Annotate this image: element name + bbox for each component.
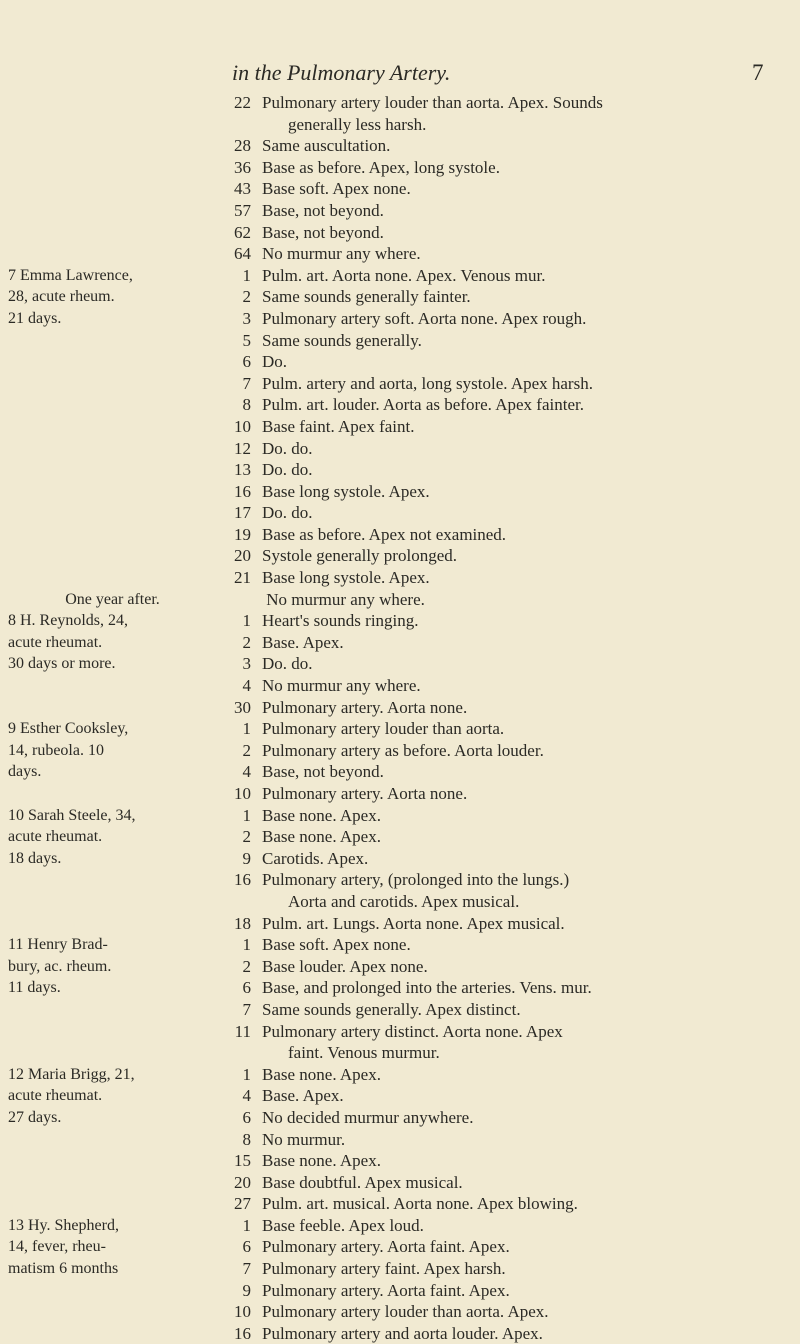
entry-row <box>0 999 800 1021</box>
day-number: 11 <box>234 1021 251 1041</box>
entry-note: Pulmonary artery, (prolonged into the lungs.) <box>262 870 570 890</box>
day-number: 43 <box>234 179 251 199</box>
entry-note: Systole generally prolonged. <box>262 546 457 566</box>
day-number: 9 <box>242 1280 251 1300</box>
entry-row <box>0 1172 800 1194</box>
entry-row <box>0 1193 800 1215</box>
patient-description <box>8 265 233 330</box>
day-number: 22 <box>234 93 251 112</box>
entry-note-continued: Aorta and carotids. Apex musical. <box>288 891 520 911</box>
day-number: 1 <box>242 805 251 825</box>
entry-note: Do. do. <box>262 503 313 523</box>
patient-description <box>8 1215 233 1280</box>
entry-note: Pulmonary artery as before. Aorta louder. <box>262 740 544 760</box>
day-number: 16 <box>234 870 251 890</box>
entry-row <box>0 459 800 481</box>
entry-note: Pulmonary artery louder than aorta. <box>262 719 505 739</box>
case-block <box>0 934 800 1064</box>
day-number: 4 <box>242 1086 251 1106</box>
entry-row <box>0 157 800 179</box>
entry-row <box>0 545 800 567</box>
entry-note: Base, not beyond. <box>262 762 384 782</box>
entry-note: Pulmonary artery louder than aorta. Apex. Sounds <box>262 93 603 112</box>
entry-row <box>0 330 800 352</box>
entry-note: Pulm. art. Aorta none. Apex. Venous mur. <box>262 265 546 285</box>
patient-line: 21 days. <box>8 309 62 327</box>
entry-note: Same auscultation. <box>262 136 391 156</box>
day-number: 17 <box>234 503 251 523</box>
day-number: 6 <box>242 352 251 372</box>
entry-row <box>0 351 800 373</box>
day-number: 62 <box>234 222 251 242</box>
entry-note: Do. do. <box>262 654 313 674</box>
entry-row <box>0 783 800 805</box>
patient-description <box>8 1064 233 1129</box>
entry-note: Base soft. Apex none. <box>262 179 411 199</box>
entry-row <box>0 1150 800 1172</box>
day-number: 36 <box>234 157 251 177</box>
entry-note: Base as before. Apex, long systole. <box>262 157 500 177</box>
patient-line: 30 days or more. <box>8 655 116 673</box>
entry-row <box>0 1301 800 1323</box>
entry-note: Heart's sounds ringing. <box>262 611 419 631</box>
day-number: 30 <box>234 697 251 717</box>
day-number: 2 <box>242 287 251 307</box>
entry-note: Base soft. Apex none. <box>262 935 411 955</box>
entry-row <box>0 373 800 395</box>
case-block <box>0 1215 800 1344</box>
day-number: 1 <box>242 1215 251 1235</box>
day-number: 9 <box>242 848 251 868</box>
page-number: 7 <box>752 60 764 85</box>
day-number: 28 <box>234 136 251 156</box>
entry-note: Same sounds generally. Apex distinct. <box>262 999 521 1019</box>
patient-line: 14, fever, rheu- <box>8 1238 106 1256</box>
day-number: 1 <box>242 935 251 955</box>
entry-row <box>0 524 800 546</box>
entry-note: Carotids. Apex. <box>262 848 369 868</box>
entry-row <box>0 1323 800 1344</box>
patient-line: 7 Emma Lawrence, <box>8 266 133 284</box>
day-number: 8 <box>242 1129 251 1149</box>
patient-line: 8 H. Reynolds, 24, <box>8 612 128 630</box>
entry-note: Base as before. Apex not examined. <box>262 524 507 544</box>
day-number: 16 <box>234 1323 251 1343</box>
case-block <box>0 1064 800 1215</box>
patient-line: acute rheumat. <box>8 1087 103 1105</box>
entry-row <box>0 1129 800 1151</box>
patient-description <box>8 934 233 999</box>
day-number: 2 <box>242 632 251 652</box>
entry-note: Pulm. artery and aorta, long systole. Apex harsh. <box>262 373 593 393</box>
entry-note: Pulmonary artery louder than aorta. Apex. <box>262 1302 549 1322</box>
entry-note: Base, not beyond. <box>262 200 384 220</box>
entry-note: Pulm. art. Lungs. Aorta none. Apex musical. <box>262 913 565 933</box>
day-number: 20 <box>234 1172 251 1192</box>
day-number: 15 <box>234 1151 251 1171</box>
entry-note: Base, not beyond. <box>262 222 384 242</box>
patient-line: 10 Sarah Steele, 34, <box>8 806 136 824</box>
day-number: 8 <box>242 395 251 415</box>
day-number: 1 <box>242 1064 251 1084</box>
entry-note: Base, and prolonged into the arteries. Vens. mur. <box>262 978 592 998</box>
patient-line: 28, acute rheum. <box>8 288 115 306</box>
day-number: 4 <box>242 676 251 696</box>
patient-line: 13 Hy. Shepherd, <box>8 1216 119 1234</box>
patient-line: 11 Henry Brad- <box>8 936 108 954</box>
case-block <box>0 610 800 718</box>
day-number: 3 <box>242 654 251 674</box>
day-number: 16 <box>234 481 251 501</box>
patient-line: days. <box>8 763 42 781</box>
entry-note: Pulmonary artery distinct. Aorta none. Apex <box>262 1021 563 1041</box>
entry-note: Base none. Apex. <box>262 1151 381 1171</box>
patient-description <box>8 805 233 870</box>
entry-row <box>0 416 800 438</box>
entry-note: No murmur any where. <box>262 676 421 696</box>
entry-row <box>0 1021 800 1043</box>
entry-note: No murmur any where. <box>262 244 421 264</box>
entry-row <box>0 243 800 265</box>
patient-line: bury, ac. rheum. <box>8 957 112 975</box>
patient-line: matism 6 months <box>8 1260 119 1278</box>
entry-row <box>0 589 800 611</box>
day-number: 2 <box>242 740 251 760</box>
day-number: 27 <box>234 1194 251 1214</box>
entry-note: Pulmonary artery. Aorta none. <box>262 697 468 717</box>
patient-line: 12 Maria Brigg, 21, <box>8 1065 135 1083</box>
entry-row <box>0 869 800 891</box>
day-number: 19 <box>234 524 251 544</box>
day-number: 64 <box>234 244 251 264</box>
case-block <box>0 805 800 935</box>
entry-note: Base none. Apex. <box>262 1064 381 1084</box>
entry-note: Do. do. <box>262 460 313 480</box>
day-number: 4 <box>242 762 251 782</box>
entry-note: Base louder. Apex none. <box>262 956 428 976</box>
patient-line: 18 days. <box>8 849 62 867</box>
entry-note: Pulmonary artery and aorta louder. Apex. <box>262 1323 543 1343</box>
entry-row <box>0 567 800 589</box>
entry-note: Base doubtful. Apex musical. <box>262 1172 463 1192</box>
entry-row <box>0 200 800 222</box>
day-number: 57 <box>234 200 251 220</box>
day-number: 7 <box>242 373 251 393</box>
day-number: 1 <box>242 265 251 285</box>
day-number: 7 <box>242 1259 251 1279</box>
day-number: 6 <box>242 978 251 998</box>
entry-note: Do. <box>262 352 288 372</box>
day-number: 6 <box>242 1237 251 1257</box>
day-number: 2 <box>242 827 251 847</box>
entry-row <box>0 438 800 460</box>
entry-row <box>0 502 800 524</box>
entry-note: Pulm. art. louder. Aorta as before. Apex fainter. <box>262 395 584 415</box>
patient-description <box>8 610 233 675</box>
entry-row <box>0 222 800 244</box>
entry-note: Pulmonary artery. Aorta none. <box>262 784 468 803</box>
intro-note: One year after. <box>65 590 160 608</box>
day-number: 6 <box>242 1107 251 1127</box>
day-number: 10 <box>234 784 251 803</box>
running-header <box>0 60 800 90</box>
entry-note: Base. Apex. <box>262 1086 344 1106</box>
case-block <box>0 92 800 265</box>
entry-row <box>0 92 800 114</box>
entry-note: No decided murmur anywhere. <box>262 1107 474 1127</box>
entry-note: Pulm. art. musical. Aorta none. Apex blowing. <box>262 1194 578 1214</box>
day-number: 7 <box>242 999 251 1019</box>
entry-row <box>0 178 800 200</box>
entry-note: Do. do. <box>262 438 313 458</box>
entry-note: Base feeble. Apex loud. <box>262 1215 424 1235</box>
day-number: 12 <box>234 438 251 458</box>
entry-row <box>0 1280 800 1302</box>
entry-row <box>0 394 800 416</box>
entry-note: No murmur any where. <box>262 589 425 609</box>
patient-line: 14, rubeola. 10 <box>8 741 104 759</box>
entry-row <box>0 697 800 719</box>
day-number: 18 <box>234 913 251 933</box>
entry-note: Base. Apex. <box>262 632 344 652</box>
entry-note: Pulmonary artery. Aorta faint. Apex. <box>262 1280 510 1300</box>
patient-line: 27 days. <box>8 1108 62 1126</box>
entry-note-continued: generally less harsh. <box>288 114 427 134</box>
day-number: 1 <box>242 611 251 631</box>
day-number: 10 <box>234 416 251 436</box>
day-number: 21 <box>234 568 251 588</box>
patient-line: acute rheumat. <box>8 828 103 846</box>
entry-note: No murmur. <box>262 1129 346 1149</box>
entry-note: Pulmonary artery soft. Aorta none. Apex rough. <box>262 308 587 328</box>
day-number: 2 <box>242 956 251 976</box>
entry-note: Base long systole. Apex. <box>262 481 430 501</box>
entry-row <box>0 481 800 503</box>
entry-row <box>0 913 800 935</box>
day-number: 10 <box>234 1302 251 1322</box>
entry-note: Base faint. Apex faint. <box>262 416 415 436</box>
patient-line: 9 Esther Cooksley, <box>8 720 129 738</box>
entry-note: Same sounds generally fainter. <box>262 287 471 307</box>
patient-line: acute rheumat. <box>8 633 103 651</box>
entry-note-continued: faint. Venous murmur. <box>288 1043 440 1063</box>
day-number: 3 <box>242 308 251 328</box>
day-number: 1 <box>242 719 251 739</box>
entry-note: Same sounds generally. <box>262 330 422 350</box>
entry-row <box>0 135 800 157</box>
entry-note: Base long systole. Apex. <box>262 568 430 588</box>
entry-note: Pulmonary artery faint. Apex harsh. <box>262 1259 506 1279</box>
patient-line: 11 days. <box>8 979 61 997</box>
day-number: 5 <box>242 330 251 350</box>
day-number: 20 <box>234 546 251 566</box>
case-table <box>0 92 800 1344</box>
entry-note: Pulmonary artery. Aorta faint. Apex. <box>262 1237 510 1257</box>
case-block <box>0 265 800 611</box>
patient-description <box>8 718 233 783</box>
entry-note: Base none. Apex. <box>262 805 381 825</box>
case-block <box>0 718 800 804</box>
day-number: 13 <box>234 460 251 480</box>
entry-note: Base none. Apex. <box>262 827 381 847</box>
running-title: in the Pulmonary Artery. <box>232 60 451 85</box>
entry-row <box>0 675 800 697</box>
